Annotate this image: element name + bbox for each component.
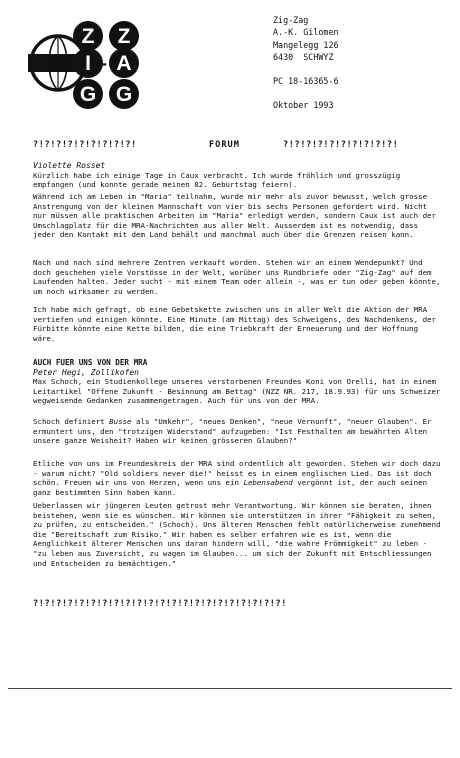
logo-letter-z1: Z [81, 25, 95, 48]
paragraph-block [33, 192, 443, 240]
section-heading: AUCH FUER UNS VON DER MRA [33, 358, 148, 367]
address-person: A.-K. Gilomen [273, 27, 339, 38]
address-name: Zig-Zag [273, 15, 309, 25]
sender-address [273, 14, 339, 112]
logo-dash: - [101, 53, 107, 73]
paragraph: Während ich am Leben im "Maria" teilnahm, wurde mir mehr als zuvor bewusst, welch grosse Anstrengung von der kleinen Mannschaft von vier bis sechs Personen gefordert wird. Nicht nur müssen alle praktischen Arbeiten im "Maria" erledigt werden, sondern Caux ist auch der Umschlagplatz für die MRA-Nachrichten aus aller Welt. Ausserdem ist es notwendig, dass jeder den Kontakt mit dem Land behält und manchmal auch über die Grenzen reisen kann. [33, 192, 436, 240]
paragraph-block [33, 258, 443, 296]
paragraph-block [33, 501, 443, 568]
term-lebensabend: Lebensabend [243, 478, 293, 488]
section-rosset [33, 161, 443, 190]
paragraph: Etliche von uns im Freundeskreis der MRA sind ordentlich alt geworden. Stehen wir doch dazu - warum nicht? "Old soldiers never die!" heisst es in einem englischen Lied. Das ist doch schön. Freuen wir uns von Herzen, wenn uns ein Lebensabend vergönnt ist, der auch seinen ganz bestimmten Sinn haben kann. [33, 459, 441, 497]
footer-marks: ?!?!?!?!?!?!?!?!?!?!?!?!?!?!?!?!?!?!?!?!?!?! [33, 599, 288, 609]
zigzag-logo [28, 14, 144, 114]
address-street: Mangelegg 126 [273, 39, 339, 50]
document-date: Oktober 1993 [273, 100, 334, 111]
logo-letter-a: A [116, 52, 132, 75]
paragraph-block [33, 305, 443, 343]
address-city: 6430 SCHWYZ [273, 51, 334, 62]
logo-letter-g1: G [79, 83, 97, 106]
paragraph: Ich habe mich gefragt, ob eine Gebetskette zwischen uns in aller Welt die Aktion der MRA vertiefen und einigen könnte. Eine Minute (am Mittag) des Schweigens, des Nachdenkens, der Fürbitte könnte eine Kette bilden, die eine Triebkraft der Erneuerung und der Hoffnung wäre. [33, 305, 436, 343]
paragraph: Nach und nach sind mehrere Zentren verkauft worden. Stehen wir an einem Wendepunkt? Und doch geschehen viele Vorstösse in der Welt, worüber uns Rundbriefe oder "Zig-Zag" auf dem Laufenden halten. Jeder sucht - mit einem Team oder allein -, was er tun oder geben könnte, um noch wirksamer zu werden. [33, 258, 441, 296]
paragraph: Max Schoch, ein Studienkollege unseres verstorbenen Freundes Koni von Orelli, hat in einem Leitartikel "Offene Zukunft - Besinnung am Bettag" (NZZ NR. 217, 18.9.93) für uns Schweizer wegweisende Gedanken zusammengetragen. Auch für uns von der MRA. [33, 377, 441, 406]
author-rosset: Violette Rosset [33, 161, 106, 170]
forum-marks-left: ?!?!?!?!?!?!?!?!?! [33, 140, 137, 150]
logo-letter-z2: Z [117, 25, 131, 48]
address-account: PC 18-16365-6 [273, 76, 339, 87]
term-busse: Busse [109, 417, 132, 426]
logo-letter-g2: G [115, 83, 133, 106]
section-hegi [33, 358, 443, 406]
paragraph-block [33, 459, 443, 497]
forum-header [33, 140, 443, 152]
author-hegi: Peter Hegi, Zollikofen [33, 367, 139, 377]
logo-letter-i: I [85, 52, 91, 75]
paragraph: Schoch definiert Busse als "Umkehr", "neues Denken", "neue Vernunft", "neuer Glauben". Er ermuntert uns, den "trotzigen Widerstand" aufzugeben: "Ist Festhalten am bewährten Alten unsere ganze Weisheit? Haben wir keinen grösseren Glauben?" [33, 417, 432, 446]
forum-marks-right: ?!?!?!?!?!?!?!?!?!?! [283, 140, 399, 150]
paragraph: Kürzlich habe ich einige Tage in Caux verbracht. Ich wurde fröhlich und grosszügig empfangen (und konnte gerade meinen 82. Geburtstag feiern). [33, 170, 401, 190]
forum-title: FORUM [209, 140, 240, 150]
paragraph: Ueberlassen wir jüngeren Leuten getrost mehr Verantwortung. Wir können sie beraten, ihnen beistehen, wenn sie es wünschen. Wir können sie unterstützen in ihrer "Fähigkeit zu sehen, zu prüfen, zu entscheiden." (Schoch). Uns älteren Menschen fehlt natürlicherweise zunehmend die "Bereitschaft zum Risiko." Wir haben es selber erfahren wie es ist, wenn die Aenglichkeit älterer Menschen uns daran hindern will, "die wahre Frömmigkeit" zu leben - "zu leben aus Zuversicht, zu wagen im Glauben... um sich der Zukunft mit Entschliessungen und Entscheiden zu bemächtigen." [33, 501, 441, 568]
paragraph-block [33, 417, 443, 446]
divider-line [8, 688, 452, 689]
